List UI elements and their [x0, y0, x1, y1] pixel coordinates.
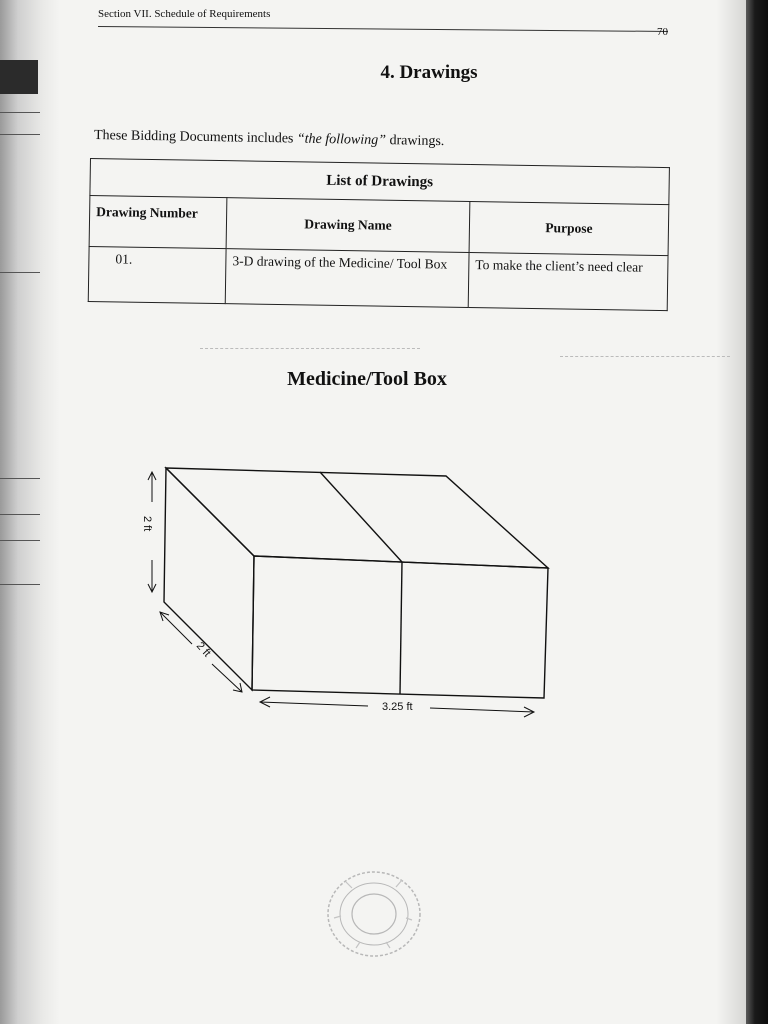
intro-emphasis: “the following”: [296, 131, 387, 149]
depth-dimension-line: [212, 664, 242, 692]
width-label: 3.25 ft: [382, 701, 413, 713]
book-edge: [746, 0, 768, 1024]
table-caption: List of Drawings: [90, 159, 670, 205]
faint-dotted-line: [560, 356, 730, 357]
intro-paragraph: These Bidding Documents includes “the following” drawings.: [93, 128, 445, 150]
page-number: 70: [657, 26, 668, 38]
faint-dotted-line: [200, 348, 420, 349]
right-page-shadow: [716, 0, 746, 1024]
column-header: Drawing Number: [89, 196, 227, 249]
box-side-face: [164, 468, 254, 690]
table-row: [88, 246, 668, 310]
drawings-table: [88, 158, 670, 311]
column-header: Drawing Name: [226, 198, 470, 253]
column-header: Purpose: [469, 201, 669, 255]
depth-label: 2 ft: [193, 639, 213, 660]
height-label: 2 ft: [141, 516, 153, 532]
table-cell: 3-D drawing of the Medicine/ Tool Box: [225, 249, 469, 308]
width-dimension-line: [430, 708, 534, 712]
box-top-divider: [320, 472, 402, 562]
header-rule: [98, 26, 668, 32]
section-title: Section VII. Schedule of Requirements: [98, 8, 271, 20]
section-heading: 4. Drawings: [380, 62, 478, 83]
box-top-face: [166, 468, 548, 568]
table-cell: 01.: [88, 246, 226, 303]
table-cell: To make the client’s need clear: [468, 252, 668, 310]
width-dimension-line: [260, 702, 368, 706]
box-front-divider: [400, 562, 402, 694]
figure-title: Medicine/Tool Box: [287, 368, 447, 390]
box-3d-drawing: [130, 460, 560, 730]
table-header-row: [89, 196, 669, 256]
previous-page-edge: [0, 0, 42, 1024]
depth-dimension-line: [160, 612, 192, 644]
official-seal: [326, 868, 426, 958]
